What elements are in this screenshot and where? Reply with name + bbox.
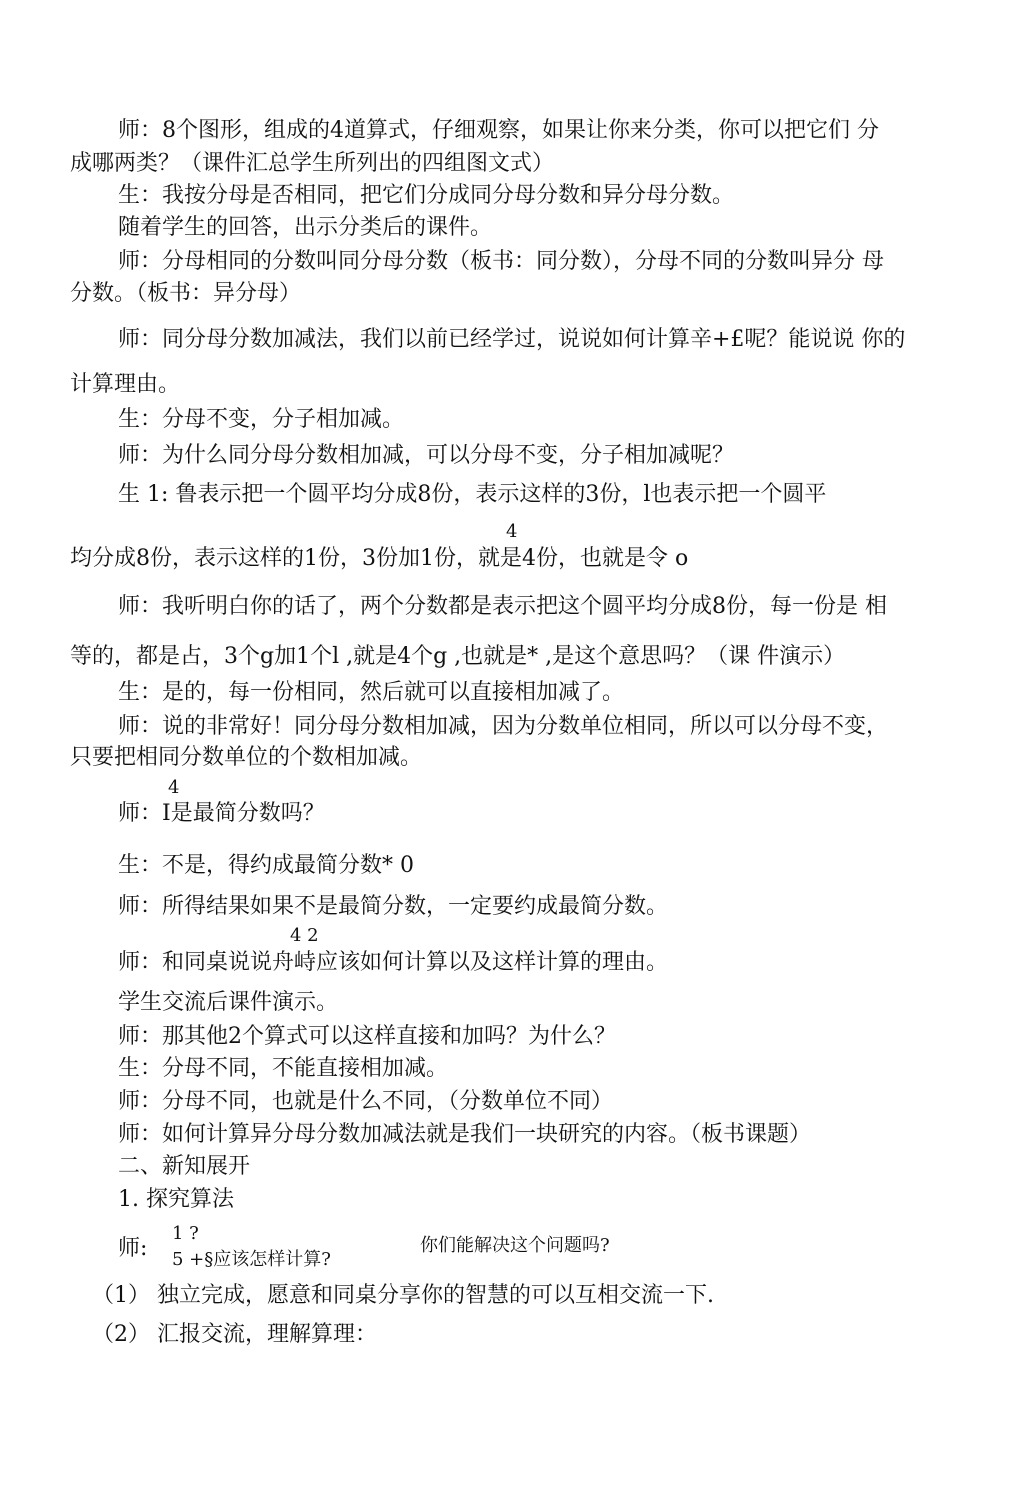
text-line: 师：8个图形，组成的4道算式，仔细观察，如果让你来分类，你可以把它们 分 — [118, 118, 879, 143]
fraction-fragment: 4 — [168, 777, 180, 798]
text-line: 等的，都是占，3个g加1个l ,就是4个g ,也就是* ,是这个意思吗？（课 件演示） — [70, 644, 846, 669]
text-line: 生：分母不同，不能直接相加减。 — [118, 1056, 449, 1081]
text-line: 计算理由。 — [70, 372, 181, 397]
text-line: 师：分母相同的分数叫同分母分数（板书：同分数），分母不同的分数叫异分 母 — [118, 249, 884, 274]
text-line: 生：是的，每一份相同，然后就可以直接相加减了。 — [118, 680, 625, 705]
text-line: 生：分母不变，分子相加减。 — [118, 407, 405, 432]
text-line: 生 1: 鲁表示把一个圆平均分成8份，表示这样的3份，l也表示把一个圆平 — [118, 482, 827, 507]
text-line: 师：和同桌说说舟峙应该如何计算以及这样计算的理由。 — [118, 950, 669, 975]
text-line: 只要把相同分数单位的个数相加减。 — [70, 745, 423, 770]
fraction-fragment: 1 ? — [172, 1223, 199, 1244]
text-line: 成哪两类？（课件汇总学生所列出的四组图文式） — [70, 151, 555, 176]
subsection-heading: 1. 探究算法 — [118, 1187, 234, 1212]
list-item: （2） 汇报交流，理解算理： — [92, 1322, 377, 1347]
text-line: 生：不是，得约成最简分数* 0 — [118, 853, 414, 878]
list-item: （1） 独立完成，愿意和同桌分享你的智慧的可以互相交流一下. — [92, 1283, 714, 1308]
text-line: 师：分母不同，也就是什么不同，（分数单位不同） — [118, 1089, 614, 1114]
text-line: 你们能解决这个问题吗? — [420, 1235, 610, 1256]
text-line: 师：I是最简分数吗？ — [118, 801, 325, 826]
fraction-fragment: 4 — [506, 521, 518, 542]
text-line: 师：所得结果如果不是最简分数，一定要约成最简分数。 — [118, 894, 669, 919]
text-line: 生：我按分母是否相同，把它们分成同分母分数和异分母分数。 — [118, 183, 735, 208]
text-line: 学生交流后课件演示。 — [118, 990, 339, 1015]
text-line: 随着学生的回答，出示分类后的课件。 — [118, 215, 493, 240]
text-line: 师：我听明白你的话了，两个分数都是表示把这个圆平均分成8份，每一份是 相 — [118, 594, 887, 619]
text-line: 师：那其他2个算式可以这样直接和加吗？为什么？ — [118, 1024, 616, 1049]
text-line: 师：同分母分数加减法，我们以前已经学过，说说如何计算辛+£呢？能说说 你的 — [118, 327, 906, 352]
text-line: 5 +§应该怎样计算? — [172, 1249, 331, 1270]
speaker-label: 师: — [118, 1236, 148, 1261]
text-line: 分数。（板书：异分母） — [70, 281, 302, 306]
text-line: 师：如何计算异分母分数加减法就是我们一块研究的内容。（板书课题） — [118, 1122, 812, 1147]
section-heading: 二、新知展开 — [118, 1154, 251, 1179]
text-line: 师：说的非常好！同分母分数相加减，因为分数单位相同，所以可以分母不变， — [118, 714, 889, 739]
fraction-fragment: 4 2 — [290, 925, 319, 946]
text-line: 师：为什么同分母分数相加减，可以分母不变，分子相加减呢？ — [118, 443, 735, 468]
text-line: 均分成8份，表示这样的1份，3份加1份，就是4份，也就是令 o — [70, 546, 689, 571]
